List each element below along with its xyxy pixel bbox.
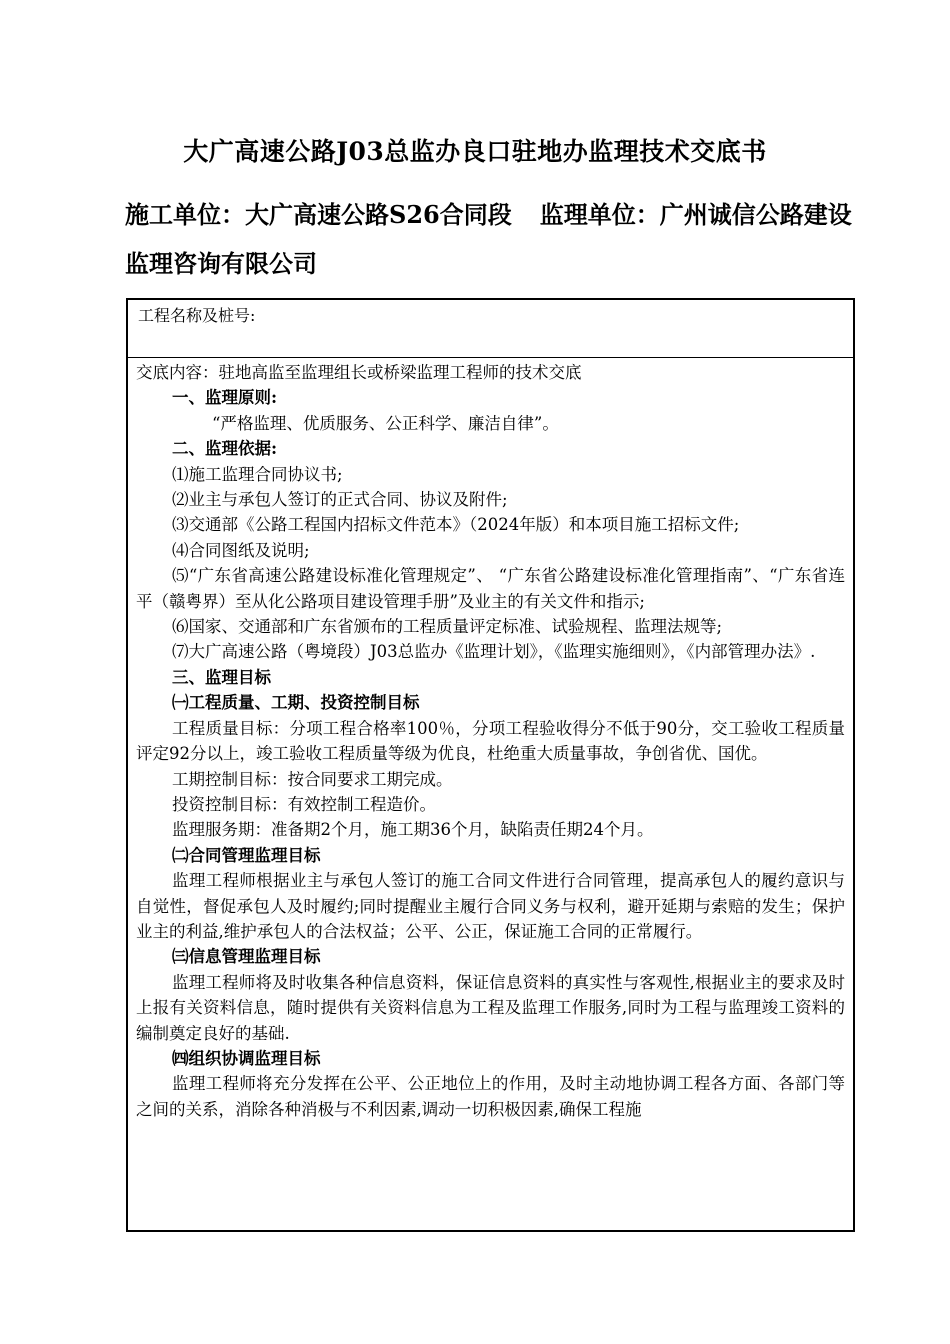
supervision-unit: 监理单位：广州诚信公路建设监理咨询有限公司 <box>125 200 852 278</box>
units-line <box>125 190 855 288</box>
service-period-text: 监理服务期：准备期2个月，施工期36个月，缺陷责任期24个月。 <box>172 820 654 840</box>
subsection-4-heading: ㈣组织协调监理目标 <box>172 1048 321 1068</box>
section-1-text: “严格监理、优质服务、公正科学、廉洁自律”。 <box>212 413 559 433</box>
quality-goal-text: 工程质量目标：分项工程合格率100％，分项工程验收得分不低于90分，交工验收工程质量评定92分以上，竣工验收工程质量等级为优良，杜绝重大质量事故，争创省优、国优。 <box>136 718 845 764</box>
disclosure-table <box>126 298 855 1232</box>
investment-goal-text: 投资控制目标：有效控制工程造价。 <box>172 794 436 814</box>
project-name-label: 工程名称及桩号: <box>138 306 256 325</box>
subsection-3-heading: ㈢信息管理监理目标 <box>172 947 321 967</box>
contract-goal-text: 监理工程师根据业主与承包人签订的施工合同文件进行合同管理，提高承包人的履约意识与自觉性，督促承包人及时履约;同时提醒业主履行合同义务与权利，避开延期与索赔的发生；保护业主的利益,维护承包人的合法权益；公平、公正，保证施工合同的正常履行。 <box>136 871 845 941</box>
basis-item: ⑵业主与承包人签订的正式合同、协议及附件; <box>172 490 508 510</box>
section-2-heading: 二、监理依据: <box>172 439 278 459</box>
basis-item: ⑷合同图纸及说明; <box>172 540 310 560</box>
project-name-row <box>128 300 853 358</box>
basis-item: ⑺大广高速公路（粤境段）J03总监办《监理计划》，《监理实施细则》，《内部管理办法》. <box>172 642 816 662</box>
basis-item: ⑸“广东省高速公路建设标准化管理规定”、 “广东省公路建设标准化管理指南”、“广东省连平（赣粤界）至从化公路项目建设管理手册”及业主的有关文件和指示; <box>136 566 845 611</box>
document-title: 大广高速公路J03总监办良口驻地办监理技术交底书 <box>183 137 767 166</box>
basis-item: ⑴施工监理合同协议书; <box>172 464 343 484</box>
info-goal-text: 监理工程师将及时收集各种信息资料，保证信息资料的真实性与客观性,根据业主的要求及时上报有关资料信息，随时提供有关资料信息为工程及监理工作服务,同时为工程与监理竣工资料的编制奠定良好的基础. <box>136 972 845 1043</box>
basis-item: ⑹国家、交通部和广东省颁布的工程质量评定标准、试验规程、监理法规等; <box>172 617 723 637</box>
subsection-2-heading: ㈡合同管理监理目标 <box>172 845 321 865</box>
construction-unit: 施工单位：大广高速公路S26合同段 <box>125 200 512 229</box>
disclosure-content <box>128 358 853 1230</box>
section-3-heading: 三、监理目标 <box>172 667 271 687</box>
coordination-goal-text: 监理工程师将充分发挥在公平、公正地位上的作用，及时主动地协调工程各方面、各部门等之间的关系，消除各种消极与不利因素,调动一切积极因素,确保工程施 <box>136 1074 845 1119</box>
schedule-goal-text: 工期控制目标：按合同要求工期完成。 <box>172 769 453 789</box>
subsection-1-heading: ㈠工程质量、工期、投资控制目标 <box>172 693 420 713</box>
section-1-heading: 一、监理原则: <box>172 388 278 408</box>
intro-line: 交底内容：驻地高监至监理组长或桥梁监理工程师的技术交底 <box>136 363 582 382</box>
basis-item: ⑶交通部《公路工程国内招标文件范本》（2024年版）和本项目施工招标文件; <box>172 515 740 535</box>
